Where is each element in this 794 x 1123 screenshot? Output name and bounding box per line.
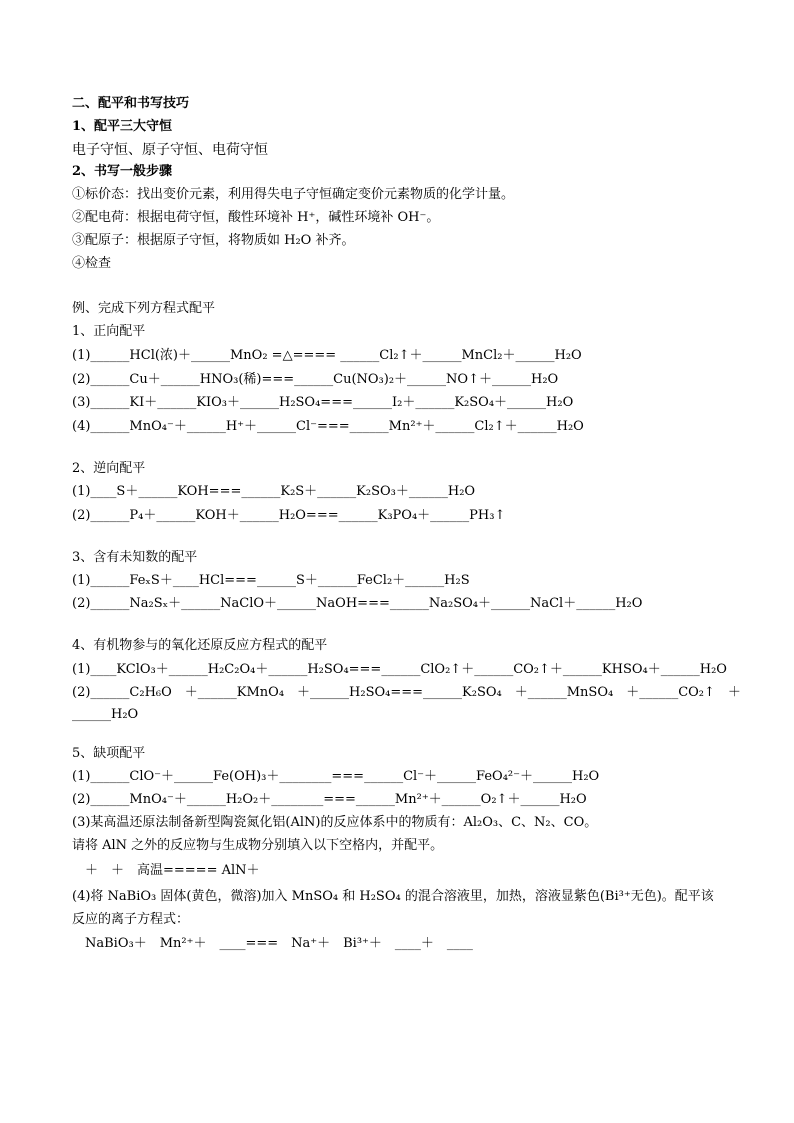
equation-line: (3)______KI＋______KIO₃＋______H₂SO₄===______I₂＋______K₂SO₄＋______H₂O (72, 395, 574, 410)
step-item: ④检查 (72, 256, 112, 271)
group-title: 2、逆向配平 (72, 461, 146, 476)
equation-line: (2)______Cu＋______HNO₃(稀)===______Cu(NO₃)₂＋______NO↑＋______H₂O (72, 372, 559, 387)
equation-line: (1)______FeₓS＋____HCl===______S＋______FeCl₂＋______H₂S (72, 573, 470, 588)
group-title: 5、缺项配平 (72, 746, 146, 761)
blank-equation: NaBiO₃＋ Mn²⁺＋ ____=== Na⁺＋ Bi³⁺＋ ____＋ ____ (72, 936, 473, 951)
group-title: 4、有机物参与的氧化还原反应方程式的配平 (72, 638, 328, 653)
equation-line: (1)____S＋______KOH===______K₂S＋______K₂SO₃＋______H₂O (72, 484, 476, 499)
subsection-title-conservation: 1、配平三大守恒 (72, 119, 173, 134)
step-item: ③配原子：根据原子守恒，将物质如 H₂O 补齐。 (72, 233, 355, 248)
problem-text: (3)某高温还原法制备新型陶瓷氮化铝(AlN)的反应体系中的物质有：Al₂O₃、C、N₂、CO。 (72, 815, 598, 830)
subsection-title-steps: 2、书写一般步骤 (72, 164, 173, 179)
group-title: 1、正向配平 (72, 324, 146, 339)
problem-text: 请将 AlN 之外的反应物与生成物分别填入以下空格内，并配平。 (72, 838, 444, 853)
section-heading: 二、配平和书写技巧 (72, 96, 190, 111)
example-intro: 例、完成下列方程式配平 (72, 301, 216, 316)
equation-line: (2)______MnO₄⁻＋______H₂O₂＋________===______Mn²⁺＋______O₂↑＋______H₂O (72, 792, 587, 807)
equation-line: (2)______P₄＋______KOH＋______H₂O===______K₃PO₄＋______PH₃↑ (72, 508, 506, 523)
equation-line: (1)______ClO⁻＋______Fe(OH)₃＋________===______Cl⁻＋______FeO₄²⁻＋______H₂O (72, 769, 600, 784)
group-title: 3、含有未知数的配平 (72, 550, 198, 565)
step-item: ①标价态：找出变价元素，利用得失电子守恒确定变价元素物质的化学计量。 (72, 187, 515, 202)
step-item: ②配电荷：根据电荷守恒，酸性环境补 H⁺，碱性环境补 OH⁻。 (72, 210, 440, 225)
equation-line: (1)______HCl(浓)＋______MnO₂ =△==== ______Cl₂↑＋______MnCl₂＋______H₂O (72, 348, 582, 363)
equation-line: (4)______MnO₄⁻＋______H⁺＋______Cl⁻===______Mn²⁺＋______Cl₂↑＋______H₂O (72, 419, 584, 434)
equation-line: (2)______C₂H₆O ＋______KMnO₄ ＋______H₂SO₄===______K₂SO₄ ＋______MnSO₄ ＋______CO₂↑ ＋ (72, 685, 741, 700)
equation-line-continued: ______H₂O (72, 707, 139, 722)
problem-text: (4)将 NaBiO₃ 固体(黄色，微溶)加入 MnSO₄ 和 H₂SO₄ 的混合溶液里，加热，溶液显紫色(Bi³⁺无色)。配平该 (72, 889, 714, 904)
blank-equation: ＋ ＋ 高温===== AlN＋ (72, 863, 260, 878)
equation-line: (1)____KClO₃＋______H₂C₂O₄＋______H₂SO₄===______ClO₂↑＋______CO₂↑＋______KHSO₄＋______H₂O (72, 662, 727, 677)
problem-text: 反应的离子方程式： (72, 912, 190, 927)
equation-line: (2)______Na₂Sₓ＋______NaClO＋______NaOH===______Na₂SO₄＋______NaCl＋______H₂O (72, 596, 643, 611)
conservation-text: 电子守恒、原子守恒、电荷守恒 (72, 142, 268, 158)
